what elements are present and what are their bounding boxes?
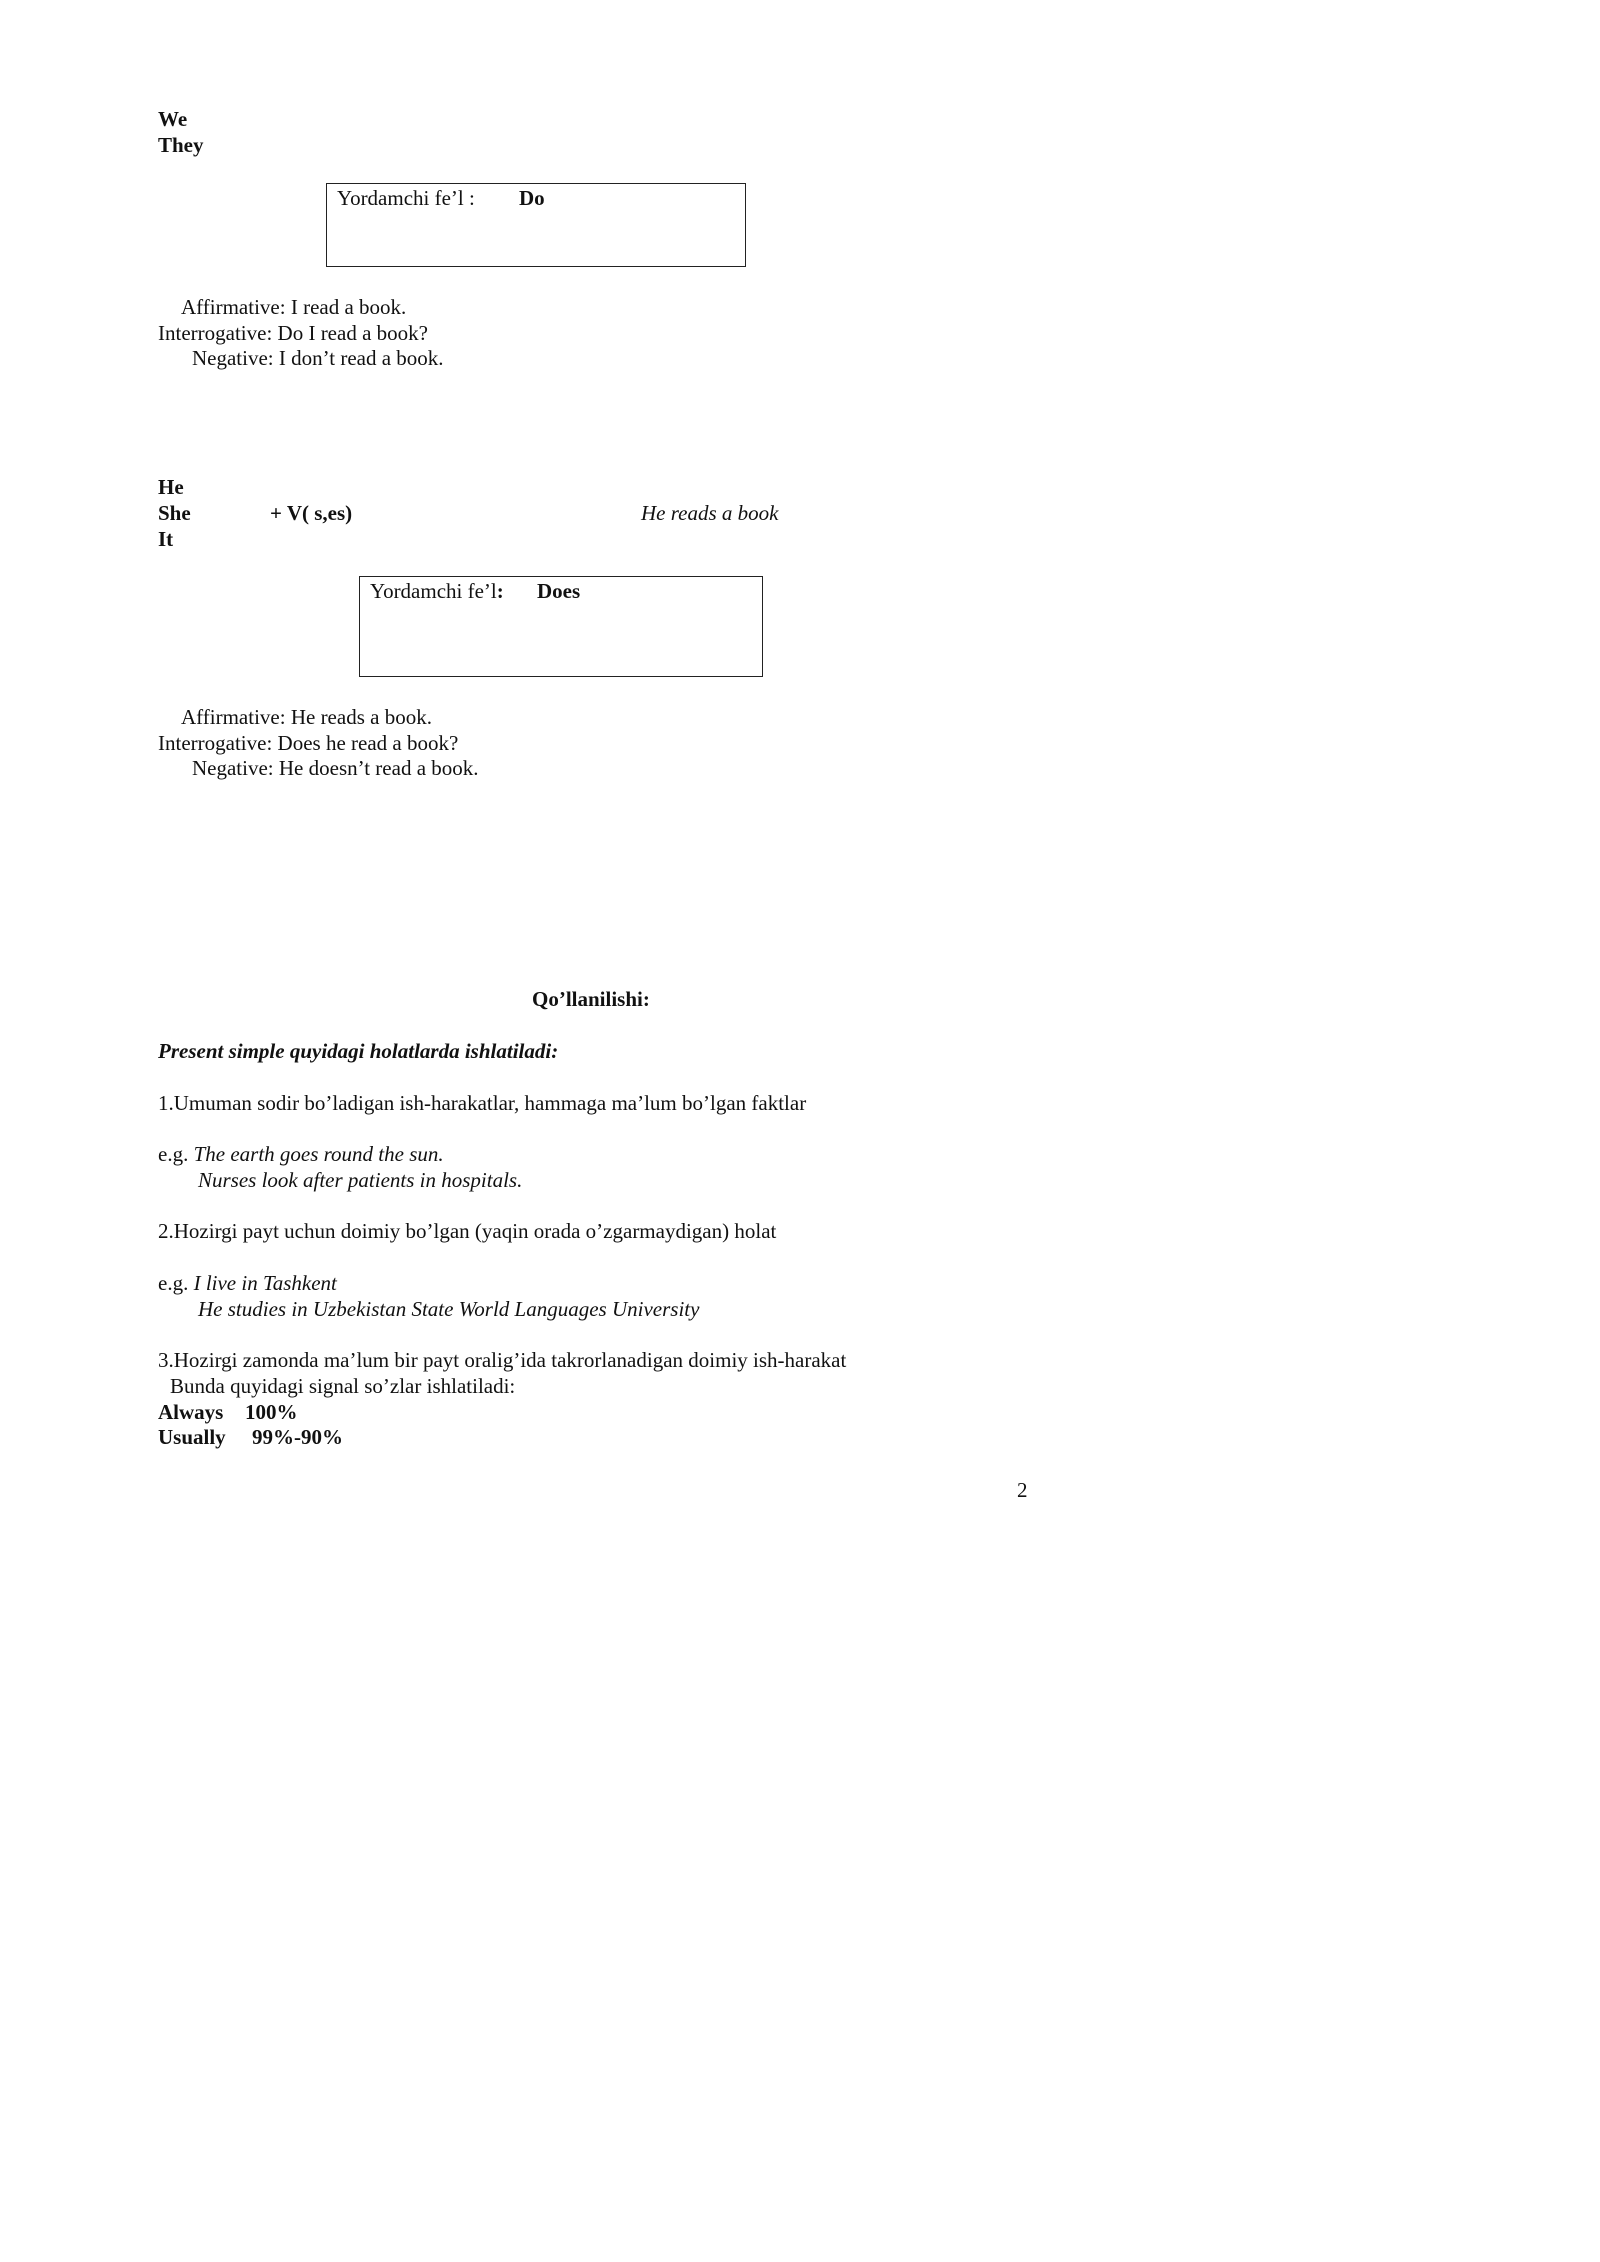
auxiliary-box-do xyxy=(326,183,746,267)
usage-item-2: 2.Hozirgi payt uchun doimiy bo’lgan (yaqin orada o’zgarmaydigan) holat xyxy=(158,1219,777,1243)
usage-item-1: 1.Umuman sodir bo’ladigan ish-harakatlar, hammaga ma’lum bo’lgan faktlar xyxy=(158,1091,807,1115)
verb-formula: + V( s,es) xyxy=(270,501,353,525)
auxiliary-value: Do xyxy=(519,186,545,210)
usage-heading: Qo’llanilishi: xyxy=(532,987,650,1011)
document-page xyxy=(0,0,1105,1562)
example-line: He studies in Uzbekistan State World Languages University xyxy=(198,1297,700,1321)
auxiliary-value: Does xyxy=(537,579,581,603)
formula-example: He reads a book xyxy=(641,501,779,525)
signal-frequency: 99%-90% xyxy=(252,1425,343,1449)
auxiliary-box-does xyxy=(359,576,763,677)
interrogative-example: Interrogative: Do I read a book? xyxy=(158,321,428,345)
affirmative-example: Affirmative: I read a book. xyxy=(181,295,407,319)
pronoun-he: He xyxy=(158,475,184,499)
pronoun-they: They xyxy=(158,133,204,157)
signal-frequency: 100% xyxy=(245,1400,298,1424)
usage-item-3: 3.Hozirgi zamonda ma’lum bir payt oralig’ida takrorlanadigan doimiy ish-harakat xyxy=(158,1348,847,1372)
interrogative-example: Interrogative: Does he read a book? xyxy=(158,731,459,755)
pronoun-we: We xyxy=(158,107,188,131)
usage-intro: Present simple quyidagi holatlarda ishlatiladi: xyxy=(158,1039,559,1063)
page-number: 2 xyxy=(1017,1478,1028,1502)
auxiliary-label: Yordamchi fe’l: xyxy=(370,579,504,603)
signal-word: Usually xyxy=(158,1425,226,1449)
example-line: e.g. The earth goes round the sun. xyxy=(158,1142,444,1166)
negative-example: Negative: I don’t read a book. xyxy=(192,346,444,370)
signal-word: Always xyxy=(158,1400,224,1424)
affirmative-example: Affirmative: He reads a book. xyxy=(181,705,432,729)
pronoun-it: It xyxy=(158,527,174,551)
negative-example: Negative: He doesn’t read a book. xyxy=(192,756,479,780)
pronoun-she: She xyxy=(158,501,191,525)
auxiliary-label: Yordamchi fe’l : xyxy=(337,186,475,210)
example-line: Nurses look after patients in hospitals. xyxy=(198,1168,523,1192)
example-line: e.g. I live in Tashkent xyxy=(158,1271,337,1295)
signal-words-note: Bunda quyidagi signal so’zlar ishlatiladi: xyxy=(170,1374,516,1398)
